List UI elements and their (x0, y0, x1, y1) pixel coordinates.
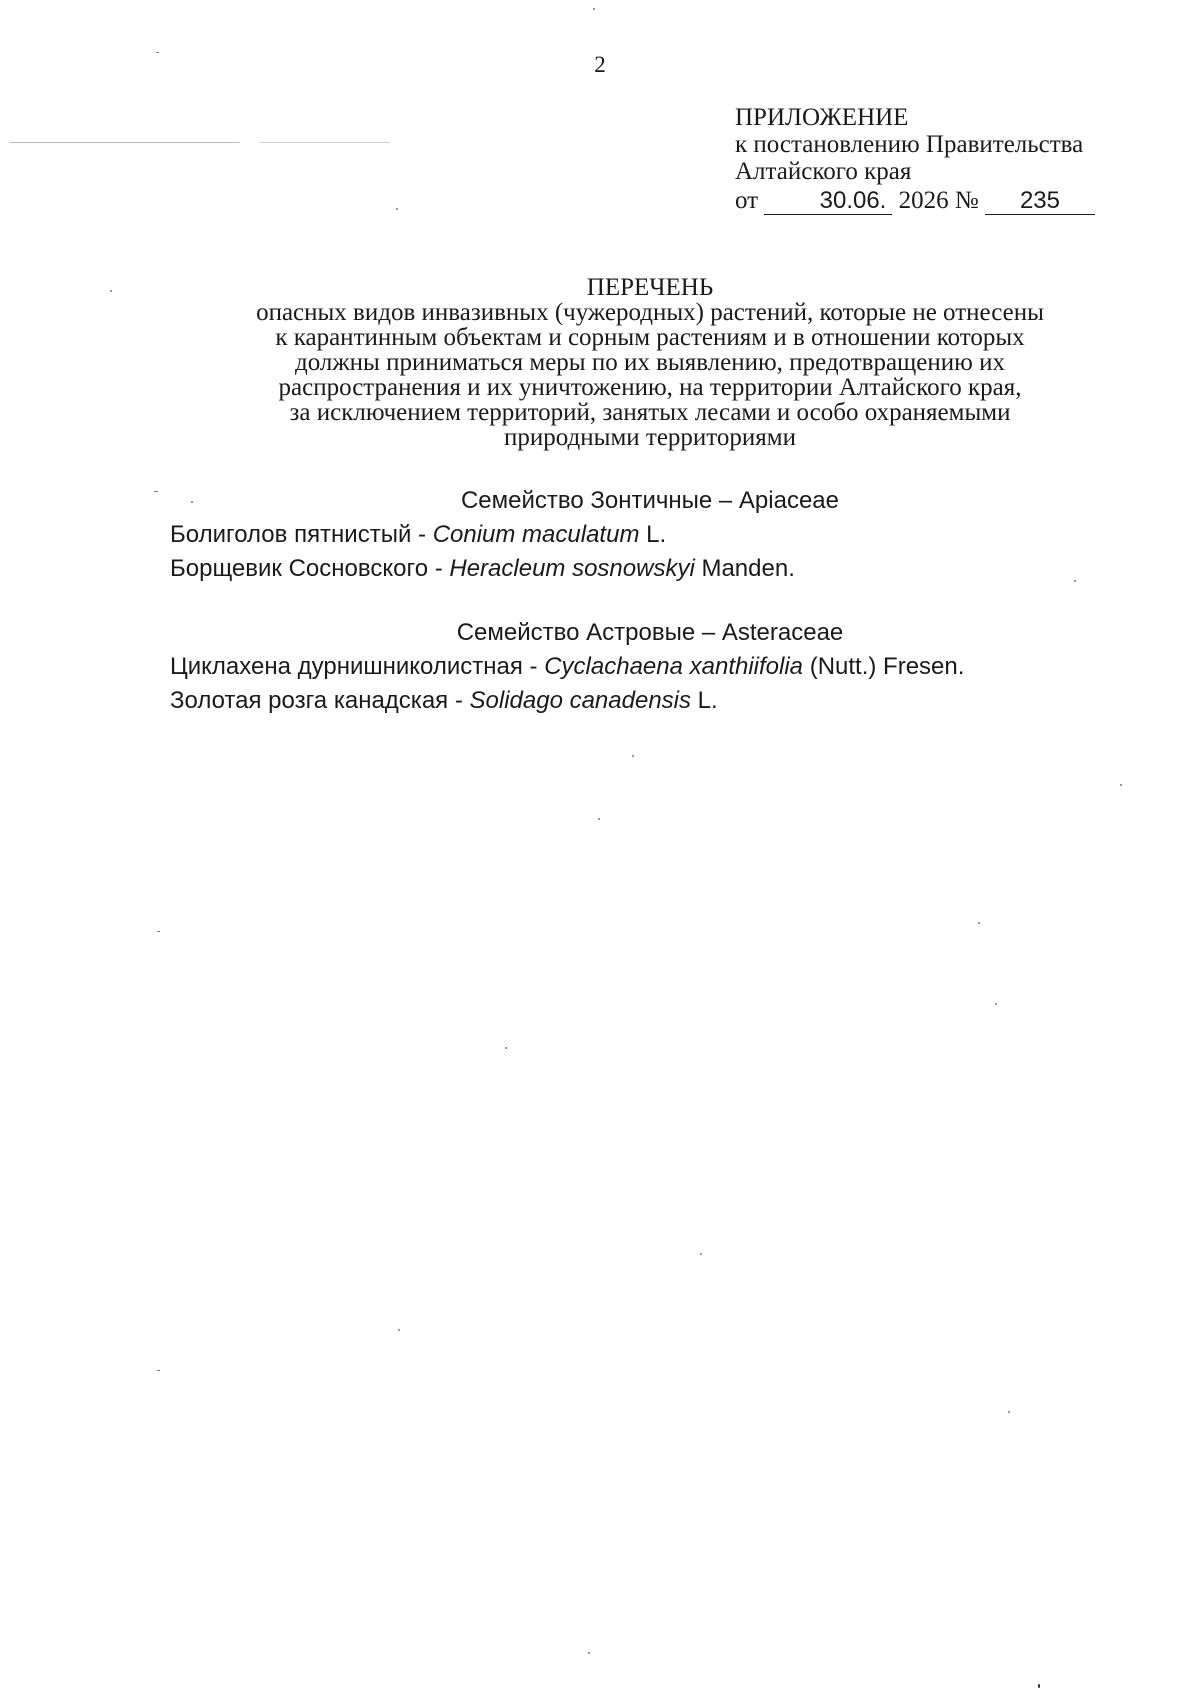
species-russian-name: Борщевик Сосновского - (170, 555, 450, 582)
scan-speck (398, 1329, 400, 1331)
species-russian-name: Циклахена дурнишниколистная - (170, 653, 545, 680)
family-heading-asteraceae: Семейство Астровые – Asteraceae (456, 619, 844, 646)
scan-speck (191, 501, 193, 503)
scan-speck (10, 142, 240, 143)
species-entry (170, 555, 795, 583)
scan-speck (632, 755, 634, 757)
list-title: ПЕРЕЧЕНЬ (586, 274, 714, 301)
scan-speck (593, 8, 595, 10)
scan-speck (157, 931, 160, 932)
appendix-line-1: к постановлению Правительства (735, 131, 1084, 158)
scan-speck (598, 818, 600, 820)
species-author: (Nutt.) Fresen. (803, 653, 965, 680)
species-author: L. (691, 687, 718, 714)
scan-speck (700, 1253, 702, 1255)
scan-speck (1120, 784, 1122, 786)
species-latin-name: Heracleum sosnowskyi (449, 555, 695, 582)
species-entry (170, 521, 666, 549)
description-line: распространения и их уничтожению, на территории Алтайского края, (278, 374, 1022, 401)
decree-date: 30.06. (764, 187, 892, 215)
scan-speck (396, 208, 398, 210)
scan-speck (1074, 580, 1076, 582)
species-russian-name: Болиголов пятнистый - (170, 521, 433, 548)
from-label: от (735, 187, 759, 214)
appendix-title: ПРИЛОЖЕНИЕ (735, 104, 909, 131)
species-entry (170, 653, 964, 681)
scan-speck (1038, 1684, 1040, 1688)
list-description (170, 300, 1130, 450)
scan-speck (978, 922, 980, 924)
appendix-line-2: Алтайского края (735, 158, 912, 185)
species-author: L. (639, 521, 667, 548)
species-entry (170, 687, 718, 715)
species-latin-name: Cyclachaena xanthiifolia (544, 653, 804, 680)
scan-speck (110, 290, 112, 292)
species-author: Manden. (694, 555, 795, 582)
scan-speck (156, 52, 159, 53)
description-line: природными территориями (504, 424, 796, 451)
scan-speck (1008, 1411, 1010, 1413)
scan-speck (260, 142, 390, 143)
scan-speck (505, 1047, 507, 1049)
appendix-block (735, 104, 1175, 215)
species-latin-name: Solidago canadensis (469, 687, 691, 714)
scan-speck (154, 491, 158, 492)
appendix-date-line (735, 187, 1175, 215)
species-russian-name: Золотая розга канадская - (170, 687, 470, 714)
species-latin-name: Conium maculatum (432, 521, 640, 548)
scan-speck (157, 1370, 160, 1371)
scan-speck (995, 1003, 997, 1005)
decree-year: 2026 № (898, 187, 979, 214)
decree-number: 235 (985, 187, 1095, 215)
scan-speck (588, 1652, 590, 1654)
family-heading-apiaceae: Семейство Зонтичные – Apiaceae (460, 487, 840, 514)
page-number: 2 (594, 52, 606, 77)
description-line: к карантинным объектам и сорным растениям и в отношении которых (275, 324, 1025, 351)
description-line: должны приниматься меры по их выявлению, предотвращению их (295, 349, 1005, 376)
description-line: опасных видов инвазивных (чужеродных) растений, которые не отнесены (256, 299, 1044, 326)
description-line: за исключением территорий, занятых лесами и особо охраняемыми (289, 399, 1011, 426)
